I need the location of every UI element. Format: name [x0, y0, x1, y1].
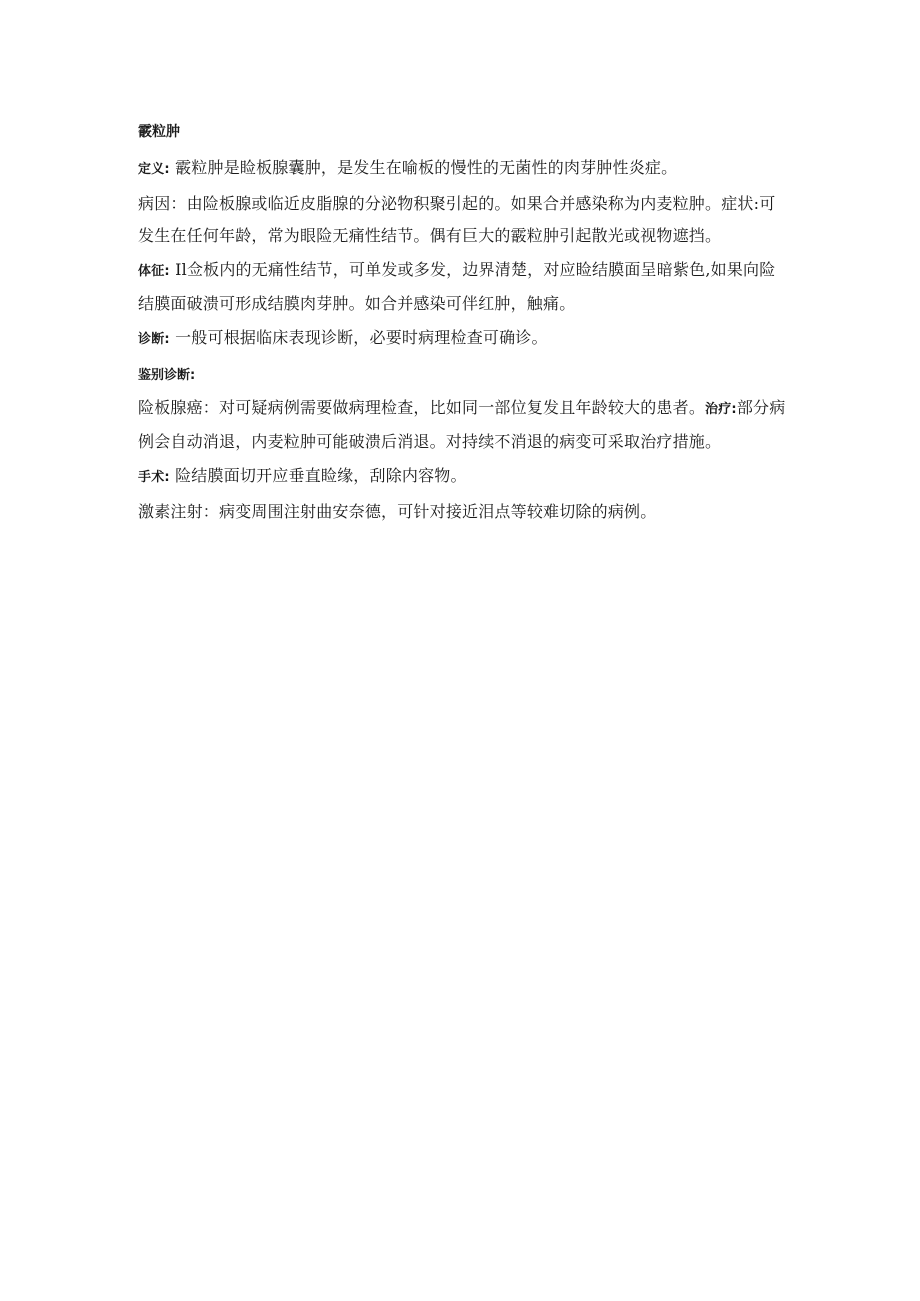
differential-paragraph — [138, 392, 788, 458]
injection-paragraph — [138, 496, 788, 528]
signs-paragraph — [138, 254, 788, 320]
injection-label: 激素注射： — [138, 502, 220, 521]
differential-label: 险板腺癌： — [138, 398, 220, 417]
signs-text: Il佥板内的无痛性结节，可单发或多发，边界清楚，对应睑结膜面呈暗紫色,如果向险结膜面破溃可形成结膜肉芽肿。如合并感染可伴红肿，触痛。 — [138, 260, 776, 313]
treatment-label: 治疗: — [705, 402, 737, 417]
diagnosis-label: 诊断: — [138, 332, 170, 347]
surgery-label: 手术: — [138, 470, 170, 485]
cause-paragraph — [138, 188, 788, 252]
definition-label: 定义: — [138, 162, 170, 177]
cause-label: 病因： — [138, 194, 187, 213]
diagnosis-text: 一般可根据临床表现诊断，必要时病理检查可确诊。 — [175, 328, 548, 347]
definition-paragraph — [138, 152, 788, 186]
document-page — [138, 120, 788, 530]
injection-text: 病变周围注射曲安奈德，可针对接近泪点等较难切除的病例。 — [219, 502, 657, 521]
diagnosis-paragraph — [138, 322, 788, 356]
treatment-text: 部分病例会自动消退，内麦粒肿可能破溃后消退。对持续不消退的病变可采取治疗措施。 — [138, 398, 786, 451]
signs-label: 体征: — [138, 264, 170, 279]
differential-text: 对可疑病例需要做病理检查，比如同一部位复发且年龄较大的患者。 — [219, 398, 706, 417]
document-title: 霰粒肿 — [138, 124, 180, 140]
surgery-text: 险结膜面切开应垂直睑缘，刮除内容物。 — [175, 466, 467, 485]
definition-text: 霰粒肿是睑板腺囊肿，是发生在喻板的慢性的无菌性的肉芽肿性炎症。 — [175, 158, 678, 177]
cause-text: 由险板腺或临近皮脂腺的分泌物积聚引起的。如果合并感染称为内麦粒肿。症状:可发生在任何年龄，常为眼险无痛性结节。偶有巨大的霰粒肿引起散光或视物遮挡。 — [138, 194, 776, 245]
surgery-paragraph — [138, 460, 788, 494]
differential-heading: 鉴别诊断: — [138, 368, 196, 383]
